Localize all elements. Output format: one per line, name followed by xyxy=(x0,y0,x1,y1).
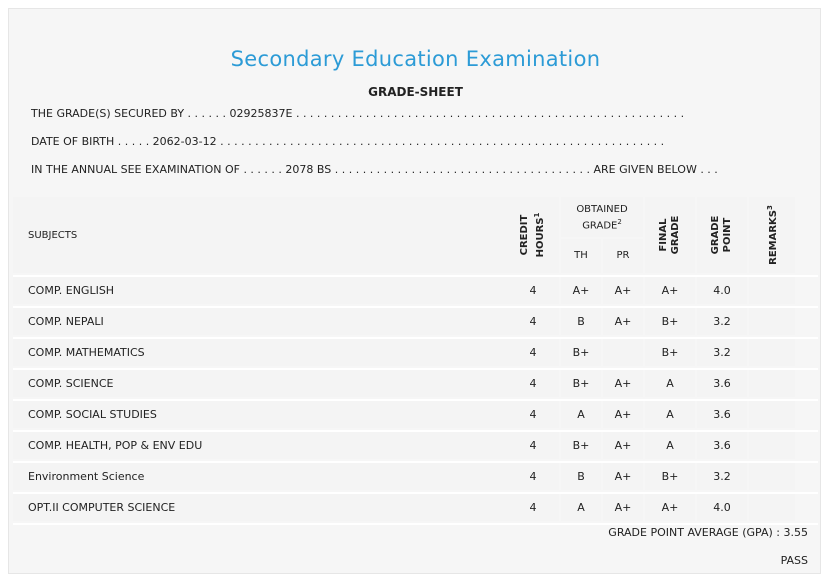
credit-cell: 4 xyxy=(507,432,559,459)
credit-cell: 4 xyxy=(507,339,559,366)
credit-cell: 4 xyxy=(507,463,559,490)
gpa-summary: GRADE POINT AVERAGE (GPA) : 3.55 xyxy=(608,526,808,539)
table-row xyxy=(13,370,818,401)
th-grade-cell: B+ xyxy=(561,432,601,459)
pr-grade-cell: A+ xyxy=(603,308,643,335)
grade-point-cell: 3.6 xyxy=(697,370,747,397)
subject-cell: COMP. SOCIAL STUDIES xyxy=(13,401,507,428)
subject-cell: COMP. NEPALI xyxy=(13,308,507,335)
header-obtained-sup: 2 xyxy=(617,218,622,226)
header-obtained-l1: OBTAINED xyxy=(576,204,628,215)
th-grade-cell: A xyxy=(561,401,601,428)
header-pr-label: PR xyxy=(616,250,630,261)
subject-cell: OPT.II COMPUTER SCIENCE xyxy=(13,494,507,521)
grade-point-cell: 3.6 xyxy=(697,401,747,428)
result-status: PASS xyxy=(780,554,808,567)
header-th-label: TH xyxy=(574,250,588,261)
header-remarks-sup: 3 xyxy=(765,205,774,210)
th-grade-cell: B xyxy=(561,463,601,490)
final-grade-cell: A+ xyxy=(645,277,695,304)
remarks-cell xyxy=(749,308,795,335)
subject-cell: COMP. HEALTH, POP & ENV EDU xyxy=(13,432,507,459)
grade-point-cell: 3.2 xyxy=(697,308,747,335)
header-th xyxy=(561,239,601,273)
final-grade-cell: A xyxy=(645,401,695,428)
credit-cell: 4 xyxy=(507,401,559,428)
table-row xyxy=(13,432,818,463)
subject-cell: COMP. SCIENCE xyxy=(13,370,507,397)
table-row xyxy=(13,308,818,339)
remarks-cell xyxy=(749,277,795,304)
pr-grade-cell: A+ xyxy=(603,463,643,490)
remarks-cell xyxy=(749,432,795,459)
subject-cell: COMP. MATHEMATICS xyxy=(13,339,507,366)
th-grade-cell: B+ xyxy=(561,339,601,366)
info-date-of-birth: DATE OF BIRTH . . . . . 2062-03-12 . . . . . . . . . . . . . . . . . . . . . . . . . . . . . . . . . . . . . . . . . . . . . . . . . . . . . . . . . . . . . . . . xyxy=(31,135,665,148)
grade-point-cell: 3.2 xyxy=(697,463,747,490)
grade-point-cell: 3.6 xyxy=(697,432,747,459)
th-grade-cell: A+ xyxy=(561,277,601,304)
subject-cell: COMP. ENGLISH xyxy=(13,277,507,304)
final-grade-cell: A+ xyxy=(645,494,695,521)
remarks-cell xyxy=(749,370,795,397)
grade-sheet xyxy=(8,8,821,574)
header-credit-hours xyxy=(507,197,559,273)
grade-point-cell: 3.2 xyxy=(697,339,747,366)
th-grade-cell: A xyxy=(561,494,601,521)
header-grade-point xyxy=(697,197,747,273)
page-subtitle: GRADE-SHEET xyxy=(368,85,463,99)
credit-cell: 4 xyxy=(507,370,559,397)
pr-grade-cell xyxy=(603,339,643,366)
header-gp-l1: GRADE xyxy=(710,215,721,255)
pr-grade-cell: A+ xyxy=(603,277,643,304)
final-grade-cell: A xyxy=(645,370,695,397)
header-remarks-label: REMARKS xyxy=(768,210,780,265)
table-row xyxy=(13,463,818,494)
header-final-l1: FINAL xyxy=(658,218,669,252)
page-title: Secondary Education Examination xyxy=(230,47,601,71)
table-row xyxy=(13,494,818,525)
final-grade-cell: B+ xyxy=(645,308,695,335)
info-secured-by: THE GRADE(S) SECURED BY . . . . . . 02925837E . . . . . . . . . . . . . . . . . . . . . . . . . . . . . . . . . . . . . . . . . . . . . . . . . . . . . . . . xyxy=(31,107,685,120)
header-gp-l2: POINT xyxy=(722,217,733,253)
grade-point-cell: 4.0 xyxy=(697,277,747,304)
pr-grade-cell: A+ xyxy=(603,432,643,459)
table-row xyxy=(13,401,818,432)
header-pr xyxy=(603,239,643,273)
th-grade-cell: B+ xyxy=(561,370,601,397)
table-row xyxy=(13,277,818,308)
remarks-cell xyxy=(749,463,795,490)
final-grade-cell: B+ xyxy=(645,339,695,366)
header-credit-l1: CREDIT xyxy=(518,214,530,256)
final-grade-cell: B+ xyxy=(645,463,695,490)
pr-grade-cell: A+ xyxy=(603,370,643,397)
header-credit-sup: 1 xyxy=(532,212,541,218)
remarks-cell xyxy=(749,401,795,428)
remarks-cell xyxy=(749,494,795,521)
header-subjects-label: SUBJECTS xyxy=(28,230,78,241)
header-subjects xyxy=(13,197,507,273)
header-credit-l2: HOURS xyxy=(535,217,547,258)
th-grade-cell: B xyxy=(561,308,601,335)
info-exam: IN THE ANNUAL SEE EXAMINATION OF . . . . . . 2078 BS . . . . . . . . . . . . . . . . . . . . . . . . . . . . . . . . . . . . . ARE GIVEN BELOW . . . xyxy=(31,163,718,176)
credit-cell: 4 xyxy=(507,308,559,335)
header-final-l2: GRADE xyxy=(670,215,681,255)
pr-grade-cell: A+ xyxy=(603,401,643,428)
credit-cell: 4 xyxy=(507,277,559,304)
grade-point-cell: 4.0 xyxy=(697,494,747,521)
remarks-cell xyxy=(749,339,795,366)
table-body xyxy=(13,277,818,525)
subject-cell: Environment Science xyxy=(13,463,507,490)
header-remarks xyxy=(749,197,795,273)
table-header xyxy=(13,197,818,277)
table-row xyxy=(13,339,818,370)
header-final-grade xyxy=(645,197,695,273)
credit-cell: 4 xyxy=(507,494,559,521)
header-obtained-grade xyxy=(561,197,643,237)
pr-grade-cell: A+ xyxy=(603,494,643,521)
final-grade-cell: A xyxy=(645,432,695,459)
grades-table xyxy=(13,197,818,525)
header-obtained-l2: GRADE xyxy=(582,220,618,232)
